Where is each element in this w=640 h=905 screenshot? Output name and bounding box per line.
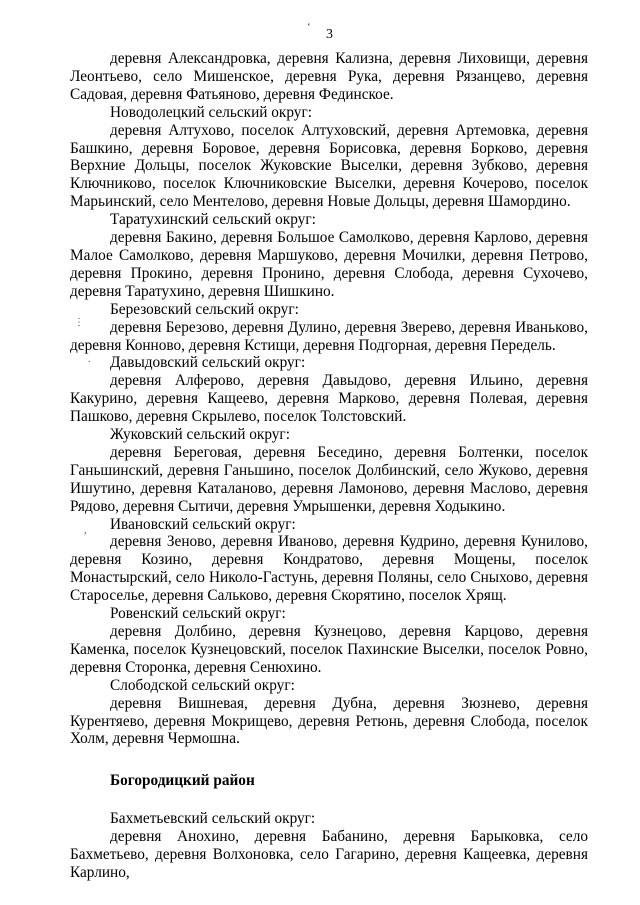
district-heading: Давыдовский сельский округ:	[110, 354, 306, 372]
scan-speck: ⋮	[74, 317, 84, 328]
settlement-list: деревня Долбино, деревня Кузнецово, деревня Карцово, деревня Каменка, поселок Кузнецовский, поселок Пахинские Выселки, поселок Ровно, деревня Сторонка, деревня Сенюхино.	[70, 623, 588, 676]
settlement-list: деревня Зеново, деревня Иваново, деревня Кудрино, деревня Кунилово, деревня Козино, деревня Кондратово, деревня Мощены, поселок Монастырский, село Николо-Гастунь, деревня Поляны, село Сныхово, деревня Староселье, деревня Сальково, деревня Скорятино, поселок Хрящ.	[70, 533, 588, 605]
scan-mark: ‘	[307, 21, 311, 33]
district-heading: Таратухинский сельский округ:	[110, 211, 316, 229]
district-heading: Ивановский сельский округ:	[110, 515, 296, 533]
district-heading: Ровенский сельский округ:	[110, 605, 286, 623]
district-heading: Жуковский сельский округ:	[110, 426, 290, 444]
settlement-list: деревня Вишневая, деревня Дубна, деревня Зюзнево, деревня Курентяево, деревня Мокрищево, деревня Ретюнь, деревня Слобода, поселок Холм, деревня Чермошна.	[70, 694, 588, 748]
district-heading: Бахметьевский сельский округ:	[110, 810, 316, 828]
scan-speck: ,	[84, 525, 87, 536]
settlement-list: деревня Алферово, деревня Давыдово, деревня Ильино, деревня Какурино, деревня Кащеево, деревня Марково, деревня Полевая, деревня Пашково, деревня Скрылево, поселок Толстовский.	[70, 372, 588, 426]
district-heading: Слободской сельский округ:	[110, 676, 295, 694]
region-title: Богородицкий район	[110, 772, 255, 790]
settlement-list: деревня Анохино, деревня Бабанино, деревня Барыковка, село Бахметьево, деревня Волхоновка, село Гагарино, деревня Кащеевка, деревня Карлино,	[70, 828, 588, 881]
settlement-list: деревня Алтухово, поселок Алтуховский, деревня Артемовка, деревня Башкино, деревня Боровое, деревня Борисовка, деревня Борково, деревня Верхние Дольцы, поселок Жуковские Выселки, деревня Зубково, деревня Ключниково, поселок Ключниковские Выселки, деревня Кочерово, поселок Марьинский, село Ментелово, деревня Новые Дольцы, деревня Шамордино.	[70, 121, 588, 211]
settlement-list: деревня Бакино, деревня Большое Самолково, деревня Карлово, деревня Малое Самолково, деревня Маршуково, деревня Мочилки, деревня Петрово, деревня Прокино, деревня Пронино, деревня Слобода, деревня Сухочево, деревня Таратухино, деревня Шишкино.	[70, 229, 588, 300]
document-body	[70, 50, 588, 882]
settlement-list: деревня Береговая, деревня Беседино, деревня Болтенки, поселок Ганьшинский, деревня Ганьшино, поселок Долбинский, село Жуково, деревня Ишутино, деревня Каталаново, деревня Ламоново, деревня Маслово, деревня Рядово, деревня Сытичи, деревня Умрышенки, деревня Ходыкино.	[70, 443, 588, 515]
settlement-list: деревня Березово, деревня Дулино, деревня Зверево, деревня Иваньково, деревня Конново, деревня Кстищи, деревня Подгорная, деревня Передель.	[70, 318, 588, 354]
district-heading: Березовский сельский округ:	[110, 300, 299, 318]
settlement-list: деревня Александровка, деревня Кализна, деревня Лиховищи, деревня Леонтьево, село Мишенское, деревня Рука, деревня Рязанцево, деревня Садовая, деревня Фатьяново, деревня Фединское.	[70, 50, 588, 103]
page-number: 3	[326, 27, 333, 42]
scan-speck: .	[88, 354, 91, 365]
district-heading: Новодолецкий сельский округ:	[110, 103, 312, 121]
